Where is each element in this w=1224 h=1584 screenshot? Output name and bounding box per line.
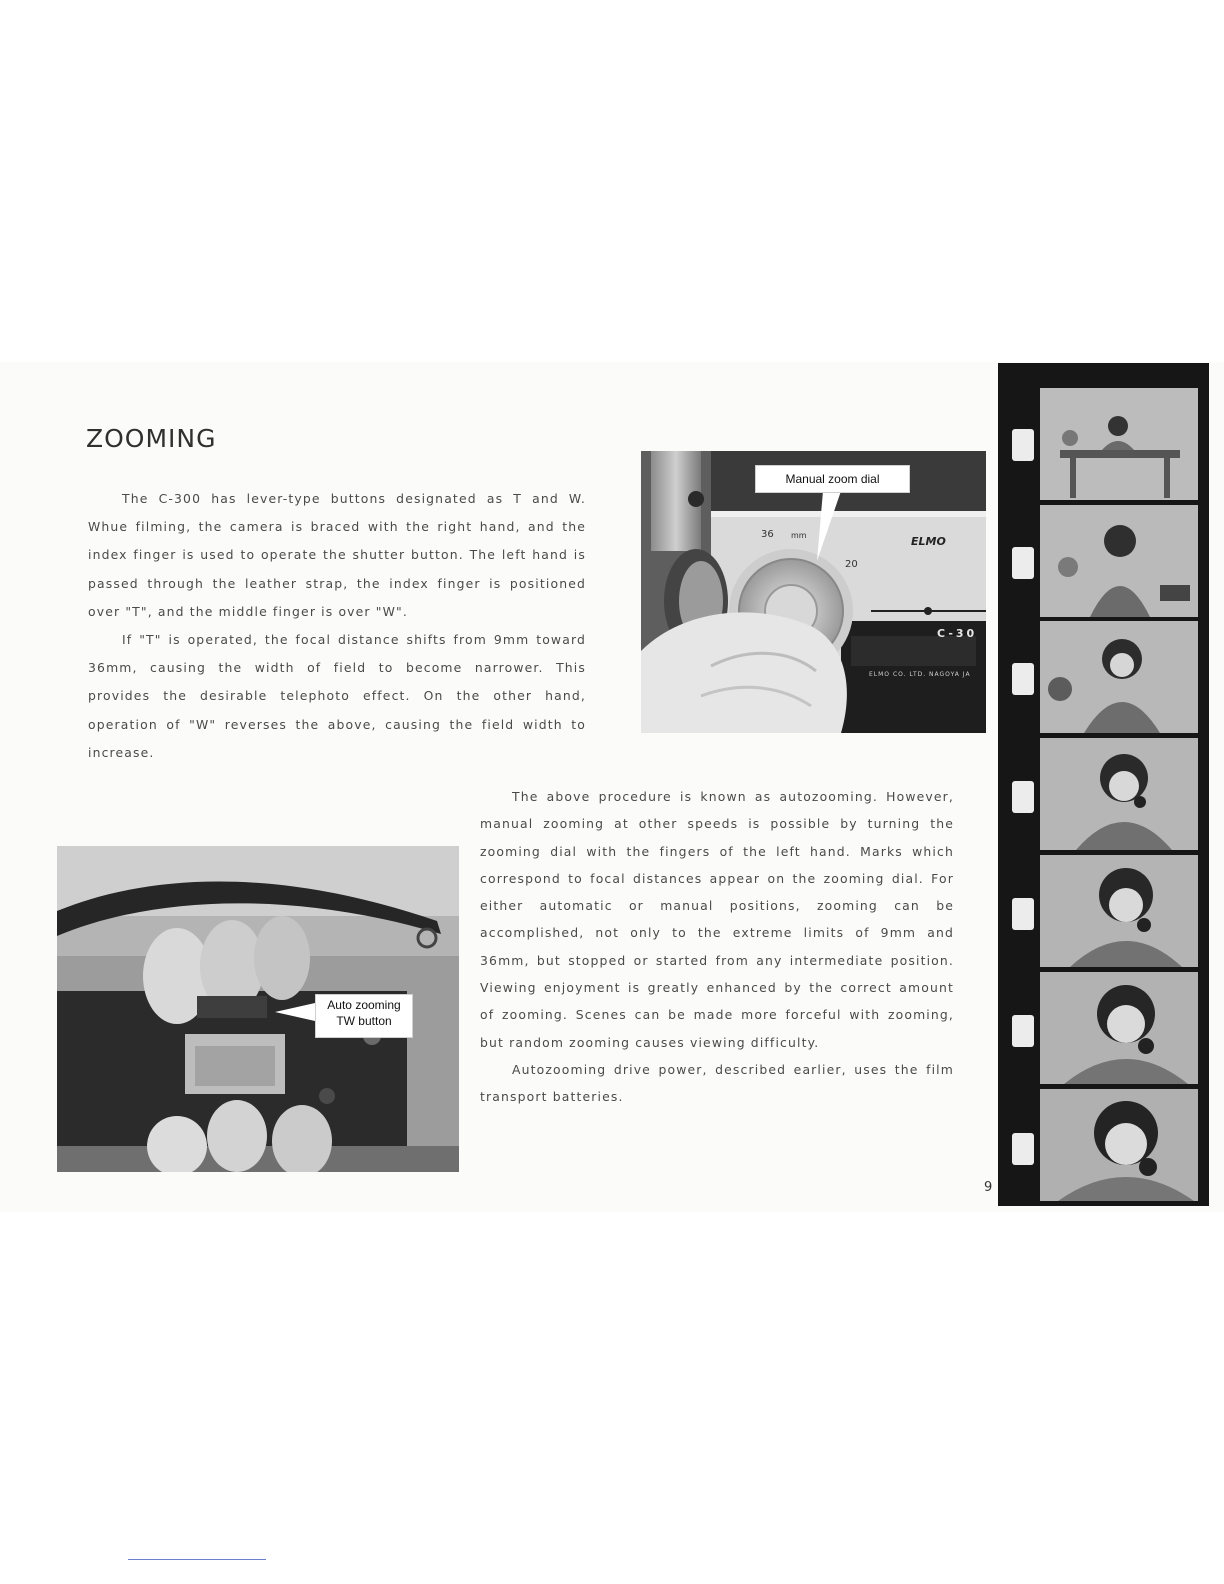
film-frame: [1040, 738, 1198, 850]
sprocket-hole: [1012, 663, 1034, 695]
camera-model-label: C-30: [937, 627, 978, 640]
autozoom-text: [480, 783, 954, 1111]
film-frame: [1040, 621, 1198, 733]
dial-mark-20: 20: [845, 559, 858, 570]
sprocket-hole: [1012, 1015, 1034, 1047]
manual-zoom-callout: Manual zoom dial: [755, 465, 910, 493]
paragraph-telephoto: If "T" is operated, the focal distance shifts from 9mm toward 36mm, causing the width of field to become narrower. This provides the desirable telephoto effect. On the other hand, operation of "W" reverses the above, causing the field width to increase.: [88, 632, 586, 760]
dial-mark-mm: mm: [791, 531, 807, 540]
film-frame: [1040, 1089, 1198, 1201]
camera-maker-label: ELMO CO. LTD. NAGOYA JA: [869, 671, 971, 678]
auto-zoom-callout-line2: TW button: [336, 1014, 392, 1028]
sprocket-hole: [1012, 1133, 1034, 1165]
auto-zoom-callout: [315, 994, 413, 1038]
film-strip: [998, 363, 1209, 1206]
footer-rule: [128, 1559, 266, 1560]
paragraph-lever-buttons: The C-300 has lever-type buttons designated as T and W. Whue filming, the camera is braced with the right hand, and the index finger is used to operate the shutter button. The left hand is passed through the leather strap, the index finger is positioned over "T", and the middle finger is over "W".: [88, 491, 586, 619]
sprocket-hole: [1012, 781, 1034, 813]
page-title: ZOOMING: [86, 424, 217, 453]
page-number: 9: [984, 1180, 993, 1195]
sprocket-hole: [1012, 898, 1034, 930]
film-frame: [1040, 972, 1198, 1084]
film-frame: [1040, 855, 1198, 967]
sprocket-hole: [1012, 429, 1034, 461]
dial-mark-36: 36: [761, 529, 774, 540]
film-frame: [1040, 388, 1198, 500]
intro-text: [88, 485, 586, 767]
film-frame: [1040, 505, 1198, 617]
camera-brand-logo: ELMO: [911, 535, 946, 548]
sprocket-hole: [1012, 547, 1034, 579]
paragraph-batteries: Autozooming drive power, described earlier, uses the film transport batteries.: [480, 1061, 954, 1105]
paragraph-autozooming: The above procedure is known as autozooming. However, manual zooming at other speeds is possible by turning the zooming dial with the fingers of the left hand. Marks which correspond to focal distances appear on the zooming dial. For either automatic or manual positions, zooming can be accomplished, not only to the extreme limits of 9mm and 36mm, but stopped or started from any intermediate position. Viewing enjoyment is greatly enhanced by the correct amount of zooming. Scenes can be made more forceful with zooming, but random zooming causes viewing difficulty.: [480, 789, 954, 1050]
auto-zoom-callout-line1: Auto zooming: [327, 998, 401, 1012]
